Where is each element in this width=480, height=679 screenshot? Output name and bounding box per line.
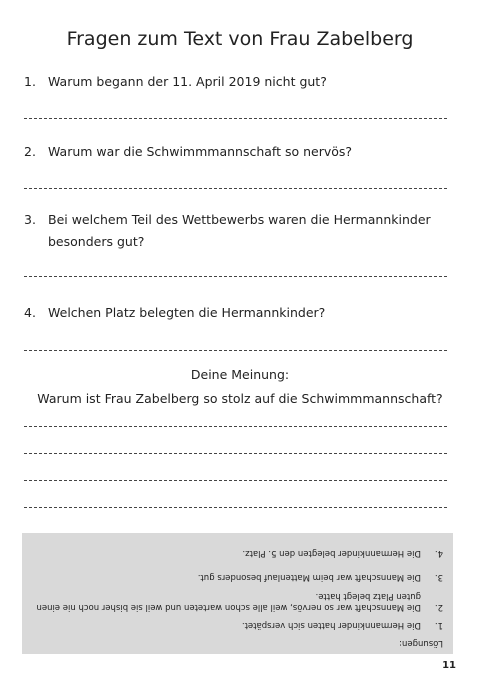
- opinion-heading: Deine Meinung:: [190, 367, 290, 382]
- answer-line: [24, 118, 447, 119]
- solution-number: 4.: [434, 548, 443, 558]
- question-text: Warum war die Schwimmmannschaft so nervös?: [48, 144, 353, 159]
- question-number: 1.: [24, 74, 36, 89]
- answer-line: [24, 276, 447, 277]
- solution-text: Die Mannschaft war beim Mattenlauf besonders gut.: [197, 572, 421, 582]
- solution-number: 3.: [434, 572, 443, 582]
- solutions-box: [22, 533, 453, 654]
- answer-line: [24, 188, 447, 189]
- solution-text: Die Hermannkinder hatten sich verspätet.: [241, 620, 421, 630]
- question-number: 4.: [24, 305, 36, 320]
- solution-number: 2.: [434, 602, 443, 612]
- solution-number: 1.: [434, 620, 443, 630]
- answer-line: [24, 507, 447, 508]
- worksheet-title: Fragen zum Text von Frau Zabelberg: [66, 28, 414, 50]
- answer-line: [24, 453, 447, 454]
- question-text: Warum begann der 11. April 2019 nicht gut?: [48, 74, 327, 89]
- answer-line: [24, 480, 447, 481]
- answer-line: [24, 350, 447, 351]
- solution-text: Die Hermannkinder belegten den 5. Platz.: [242, 548, 421, 558]
- question-number: 2.: [24, 144, 36, 159]
- page-number: 11: [442, 660, 456, 671]
- solutions-heading: Lösungen:: [399, 638, 443, 648]
- question-text: Welchen Platz belegten die Hermannkinder?: [48, 305, 326, 320]
- solution-text: Die Mannschaft war so nervös, weil alle schon warteten und weil sie bisher noch nie einen guten Platz belegt hatte.: [36, 591, 421, 612]
- question-number: 3.: [24, 212, 36, 227]
- opinion-question: Warum ist Frau Zabelberg so stolz auf die Schwimmmannschaft?: [37, 391, 443, 406]
- question-text: Bei welchem Teil des Wettbewerbs waren die Hermannkinder besonders gut?: [48, 212, 431, 249]
- answer-line: [24, 426, 447, 427]
